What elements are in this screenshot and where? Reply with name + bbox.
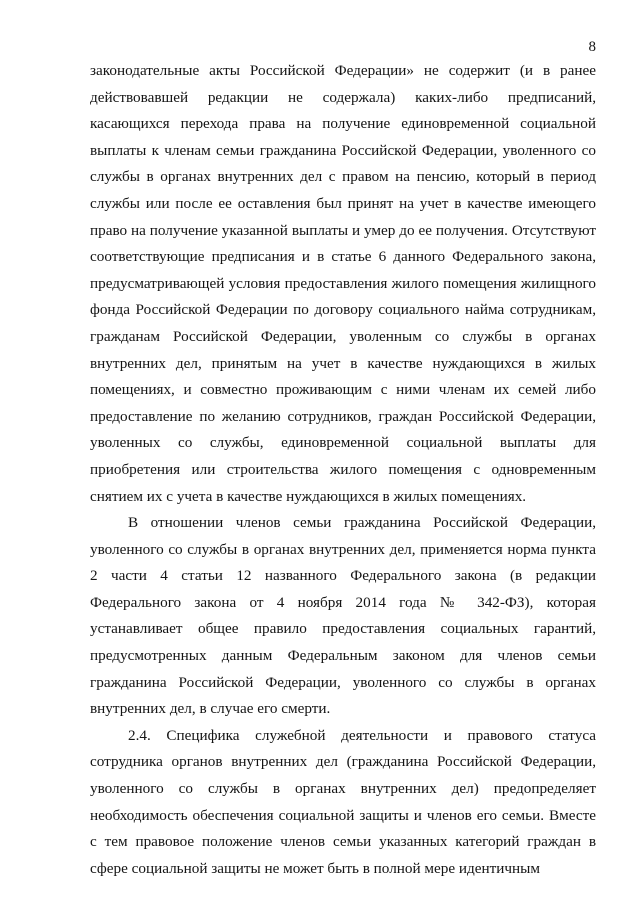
paragraph-continuation: законодательные акты Российской Федерации» не содержит (и в ранее действовавшей редакции не содержала) каких-либо предписаний, касающихся перехода права на получение единовременной социальной выплаты к членам семьи гражданина Российской Федерации, уволенного со службы в органах внутренних дел с правом на пенсию, который в период службы или после ее оставления был принят на учет в качестве имеющего право на получение указанной выплаты и умер до ее получения. Отсутствуют соответствующие предписания и в статье 6 данного Федерального закона, предусматривающей условия предоставления жилого помещения жилищного фонда Российской Федерации по договору социального найма сотрудникам, гражданам Российской Федерации, уволенным со службы в органах внутренних дел, принятым на учет в качестве нуждающихся в жилых помещениях, и совместно проживающим с ними членам их семей либо предоставление по желанию сотрудников, граждан Российской Федерации, уволенных со службы, единовременной социальной выплаты для приобретения или строительства жилого помещения с одновременным снятием их с учета в качестве нуждающихся в жилых помещениях. (90, 62, 596, 505)
page-number: 8 (588, 39, 596, 55)
paragraph-section-2-4: 2.4. Специфика служебной деятельности и правового статуса сотрудника органов внутренних дел (гражданина Российской Федерации, уволенного со службы в органах внутренних дел) предопределяет необходимость обеспечения социальной защиты и членов его семьи. Вместе с тем правовое положение членов семьи указанных категорий граждан в сфере социальной защиты не может быть в полной мере идентичным (90, 726, 596, 877)
document-body (90, 58, 596, 882)
paragraph-family-members: В отношении членов семьи гражданина Российской Федерации, уволенного со службы в органах внутренних дел, применяется норма пункта 2 части 4 статьи 12 названного Федерального закона (в редакции Федерального закона от 4 ноября 2014 года № 342-ФЗ), которая устанавливает общее правило предоставления социальных гарантий, предусмотренных данным Федеральным законом для членов семьи гражданина Российской Федерации, уволенного со службы в органах внутренних дел, в случае его смерти. (90, 514, 596, 718)
